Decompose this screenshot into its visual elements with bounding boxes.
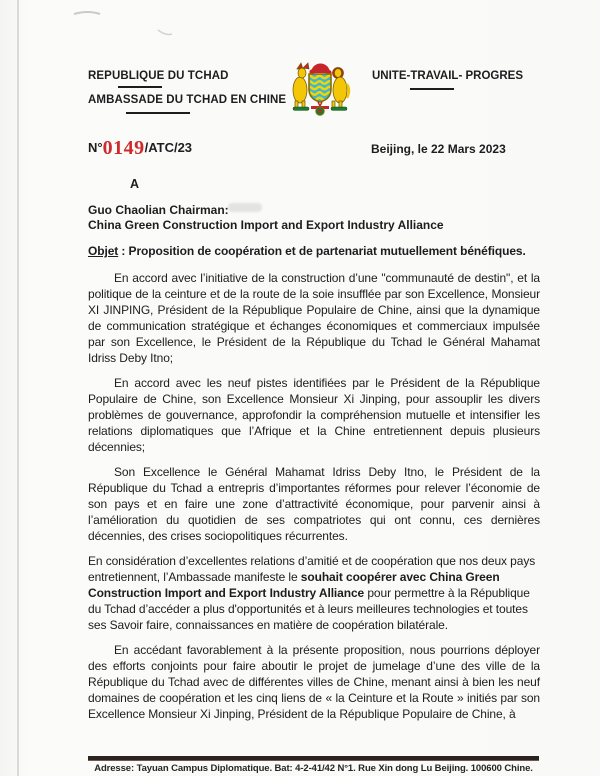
header-left-block <box>88 70 288 114</box>
header-divider <box>118 86 162 88</box>
dateline: Beijing, le 22 Mars 2023 <box>371 142 506 156</box>
paragraph-4-lead: En considération d’excellentes relations d’amitié et de coopération que nos deux pays entretiennent, l’Ambassade manifeste le <box>88 554 536 584</box>
paragraph-4-bold-segment: souhait coopérer avec China Green Construction Import and Export Industry Alliance <box>88 570 500 600</box>
recipient-block <box>88 203 444 232</box>
letter-body <box>88 243 540 722</box>
header-divider <box>126 112 190 114</box>
body-paragraph-1: En accord avec l’initiative de la construction d’une "communauté de destin", et la politique de la ceinture et de la route de la soie insufflée par son Excellence, Monsieur XI JINPING, Président de la République Populaire de Chine, ainsi que la dynamique de communication stratégique et échanges économiques et commerciaux impulsée par son Excellence, le Président de la République du Tchad le Général Mahamat Idriss Deby Itno; <box>88 271 540 365</box>
recipient-organization: China Green Construction Import and Export Industry Alliance <box>88 217 444 232</box>
subject-label: Objet <box>88 244 119 258</box>
page-left-edge <box>17 0 19 776</box>
header-divider <box>410 88 454 90</box>
reference-prefix: N° <box>88 140 103 155</box>
paragraph-4-tail: pour permettre à la République du Tchad d’accéder a plus d'opportunités et à leurs meilleures technologies et toutes ses Savoir faire, connaissances en matière de coopération bilatérale. <box>88 586 530 632</box>
body-paragraph-4 <box>88 553 540 633</box>
scan-pen-mark <box>70 8 190 40</box>
embassy-title: AMBASSADE DU TCHAD EN CHINE <box>88 94 287 106</box>
footer-address: Adresse: Tayuan Campus Diplomatique. Bat: 4-2-41/42 N°1. Rue Xin dong Lu Beijing. 100600 Chine. <box>94 763 533 774</box>
chad-coat-of-arms-icon <box>287 60 353 120</box>
reference-digits: 0149 <box>102 137 145 159</box>
recipient-salutation: A <box>130 177 140 191</box>
republic-title: REPUBLIQUE DU TCHAD <box>88 70 229 82</box>
motto-text: UNITE-TRAVAIL- PROGRES <box>372 70 523 82</box>
footer-rule <box>88 756 539 761</box>
body-paragraph-2: En accord avec les neuf pistes identifiées par le Président de la République Populaire de Chine, son Excellence Monsieur Xi Jinping, pour assouplir les divers problèmes de gouvernance, approfondir la compréhension mutuelle et intensifier les relations diplomatiques que l’Afrique et la Chine entretiennent depuis plusieurs décennies; <box>88 376 540 454</box>
body-paragraph-5: En accédant favorablement à la présente proposition, nous pourrions déployer des efforts conjoints pour faire aboutir le projet de jumelage d’une des ville de la République du Tchad avec de différentes villes de Chine, menant ainsi à bien les neuf domaines de coopération et les cinq liens de « la Ceinture et la Route » initiés par son Excellence Monsieur Xi Jinping, Président de la République Populaire de Chine, à <box>88 643 540 721</box>
motto-block <box>372 70 523 90</box>
recipient-name: Guo Chaolian Chairman: <box>88 203 229 217</box>
body-paragraph-3: Son Excellence le Général Mahamat Idriss Deby Itno, le Président de la République du Tchad a entrepris d’importantes réformes pour relever l’économie de son pays et en faire une zone d’attractivité économique, pour parvenir ainsi à l’amélioration du quotidien de ses compatriotes qui ont connu, ces dernières décennies, des crises sociopolitiques récurrentes. <box>88 465 540 543</box>
subject-line <box>88 243 540 259</box>
reference-number <box>88 137 192 160</box>
subject-text: : Proposition de coopération et de partenariat mutuellement bénéfiques. <box>118 244 526 258</box>
reference-suffix: /ATC/23 <box>144 140 193 155</box>
